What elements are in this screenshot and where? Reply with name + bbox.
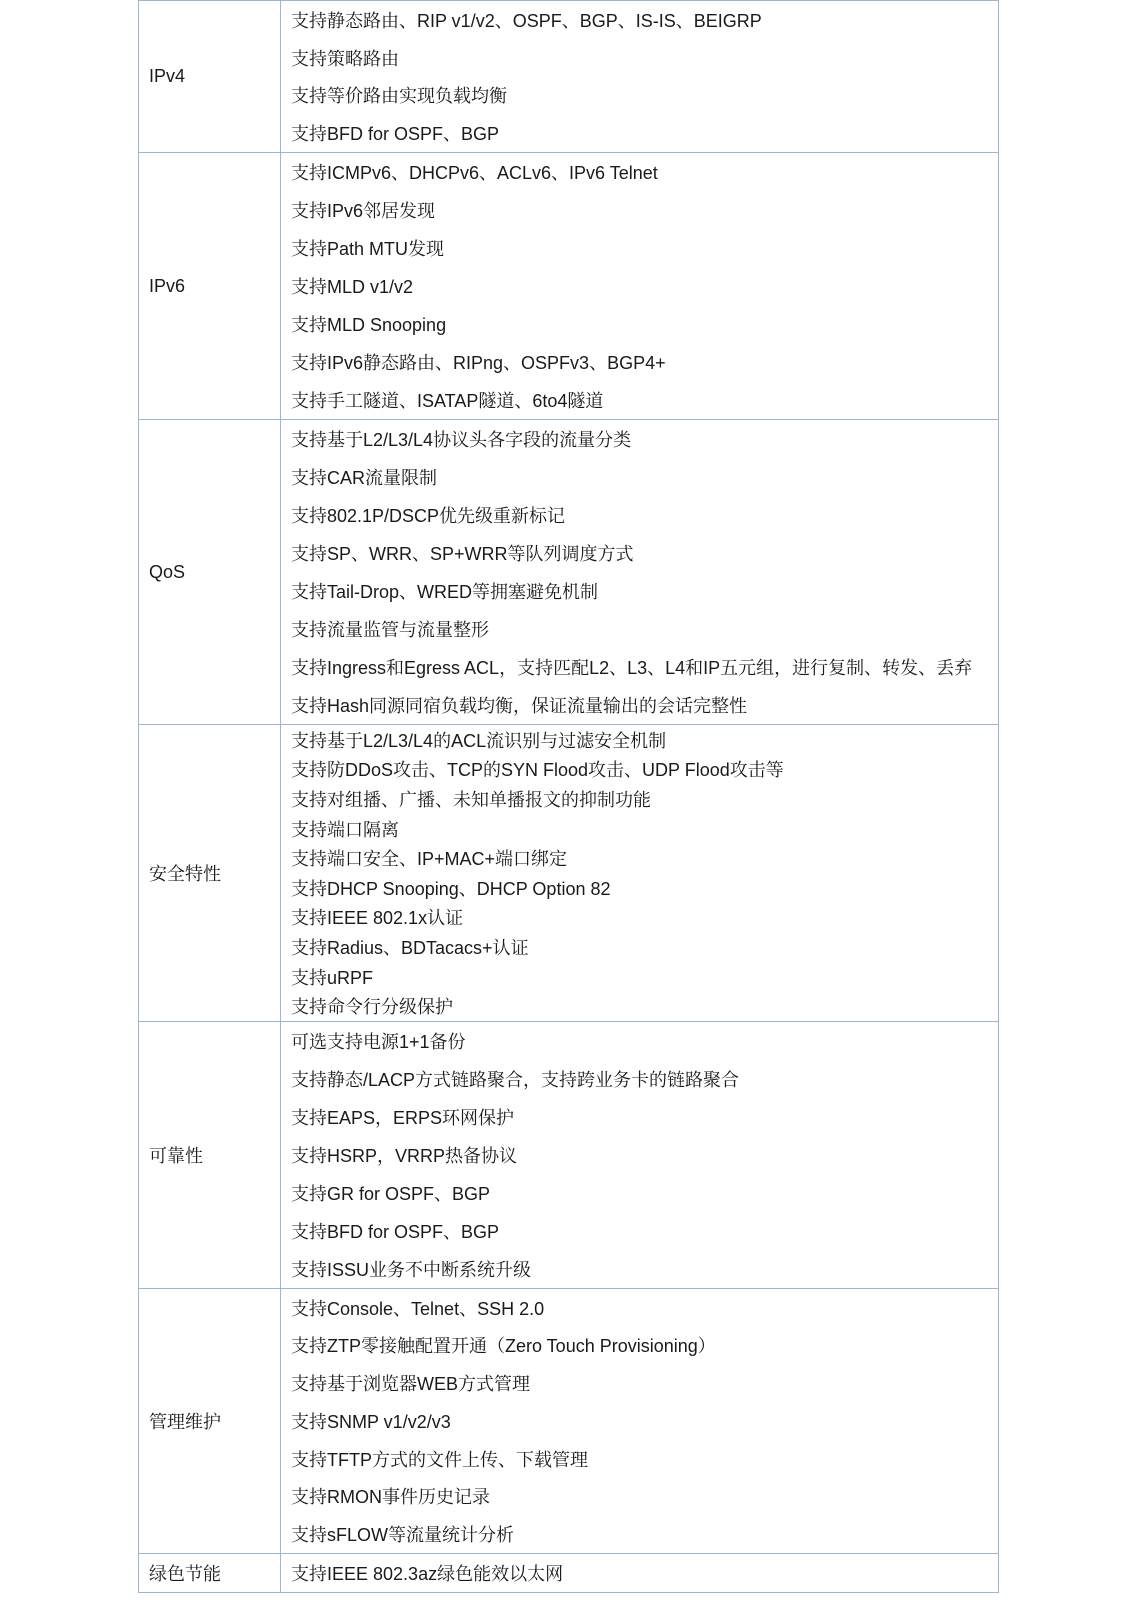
feature-item: 支持IPv6邻居发现 — [291, 201, 436, 221]
feature-item: 支持IEEE 802.1x认证 — [291, 908, 464, 929]
feature-item: 支持sFLOW等流量统计分析 — [291, 1524, 514, 1545]
feature-item: 可选支持电源1+1备份 — [291, 1031, 466, 1052]
features-cell — [281, 420, 999, 725]
category-cell: IPv6 — [139, 153, 281, 420]
feature-item: 支持基于浏览器WEB方式管理 — [291, 1374, 530, 1395]
spec-table — [138, 0, 999, 1593]
feature-item: 支持等价路由实现负载均衡 — [291, 86, 507, 107]
feature-item: 支持MLD v1/v2 — [291, 277, 414, 297]
feature-item: 支持MLD Snooping — [291, 315, 447, 335]
category-cell: 绿色节能 — [139, 1553, 281, 1592]
feature-item: 支持GR for OSPF、BGP — [291, 1183, 491, 1204]
feature-item: 支持RMON事件历史记录 — [291, 1487, 490, 1508]
feature-item: 支持SP、WRR、SP+WRR等队列调度方式 — [291, 544, 634, 564]
feature-item: 支持EAPS，ERPS环网保护 — [291, 1107, 515, 1128]
table-row — [139, 725, 999, 1022]
feature-item: 支持TFTP方式的文件上传、下载管理 — [291, 1449, 588, 1470]
feature-item: 支持Radius、BDTacacs+认证 — [291, 937, 529, 958]
table-row — [139, 1288, 999, 1553]
feature-item: 支持ISSU业务不中断系统升级 — [291, 1259, 532, 1280]
feature-item: 支持ICMPv6、DHCPv6、ACLv6、IPv6 Telnet — [291, 163, 658, 183]
table-row — [139, 153, 999, 420]
feature-item: 支持策略路由 — [291, 48, 399, 69]
feature-item: 支持Hash同源同宿负载均衡，保证流量输出的会话完整性 — [291, 696, 748, 716]
features-cell — [281, 725, 999, 1022]
feature-item: 支持802.1P/DSCP优先级重新标记 — [291, 506, 566, 526]
feature-item: 支持静态路由、RIP v1/v2、OSPF、BGP、IS-IS、BEIGRP — [291, 10, 762, 31]
feature-item: 支持SNMP v1/v2/v3 — [291, 1411, 451, 1432]
feature-item: 支持DHCP Snooping、DHCP Option 82 — [291, 878, 611, 899]
features-cell — [281, 1, 999, 153]
feature-item: 支持BFD for OSPF、BGP — [291, 124, 500, 145]
feature-item: 支持流量监管与流量整形 — [291, 620, 489, 640]
feature-item: 支持HSRP，VRRP热备协议 — [291, 1145, 518, 1166]
features-cell — [281, 1553, 999, 1592]
feature-item: 支持静态/LACP方式链路聚合，支持跨业务卡的链路聚合 — [291, 1069, 740, 1090]
feature-item: 支持IPv6静态路由、RIPng、OSPFv3、BGP4+ — [291, 353, 666, 373]
features-cell — [281, 153, 999, 420]
feature-item: 支持ZTP零接触配置开通（Zero Touch Provisioning） — [291, 1336, 716, 1357]
category-cell: 可靠性 — [139, 1021, 281, 1288]
features-cell — [281, 1288, 999, 1553]
category-cell: IPv4 — [139, 1, 281, 153]
category-cell: 安全特性 — [139, 725, 281, 1022]
feature-item: 支持CAR流量限制 — [291, 468, 438, 488]
table-row — [139, 1021, 999, 1288]
table-row — [139, 420, 999, 725]
feature-item: 支持Ingress和Egress ACL，支持匹配L2、L3、L4和IP五元组，进行复制、转发、丢弃 — [291, 658, 973, 678]
feature-item: 支持Path MTU发现 — [291, 239, 445, 259]
feature-item: 支持对组播、广播、未知单播报文的抑制功能 — [291, 789, 651, 810]
table-row — [139, 1, 999, 153]
feature-item: 支持IEEE 802.3az绿色能效以太网 — [291, 1563, 564, 1584]
feature-item: 支持防DDoS攻击、TCP的SYN Flood攻击、UDP Flood攻击等 — [291, 760, 784, 781]
table-row — [139, 1553, 999, 1592]
category-cell: 管理维护 — [139, 1288, 281, 1553]
feature-item: 支持手工隧道、ISATAP隧道、6to4隧道 — [291, 391, 604, 411]
category-cell: QoS — [139, 420, 281, 725]
features-cell — [281, 1021, 999, 1288]
feature-item: 支持BFD for OSPF、BGP — [291, 1221, 500, 1242]
feature-item: 支持端口安全、IP+MAC+端口绑定 — [291, 849, 568, 870]
feature-item: 支持Console、Telnet、SSH 2.0 — [291, 1298, 545, 1319]
feature-item: 支持基于L2/L3/L4的ACL流识别与过滤安全机制 — [291, 730, 667, 751]
feature-item: 支持端口隔离 — [291, 819, 399, 840]
feature-item: 支持uRPF — [291, 967, 374, 988]
feature-item: 支持Tail-Drop、WRED等拥塞避免机制 — [291, 582, 599, 602]
feature-item: 支持基于L2/L3/L4协议头各字段的流量分类 — [291, 430, 632, 450]
feature-item: 支持命令行分级保护 — [291, 997, 453, 1018]
